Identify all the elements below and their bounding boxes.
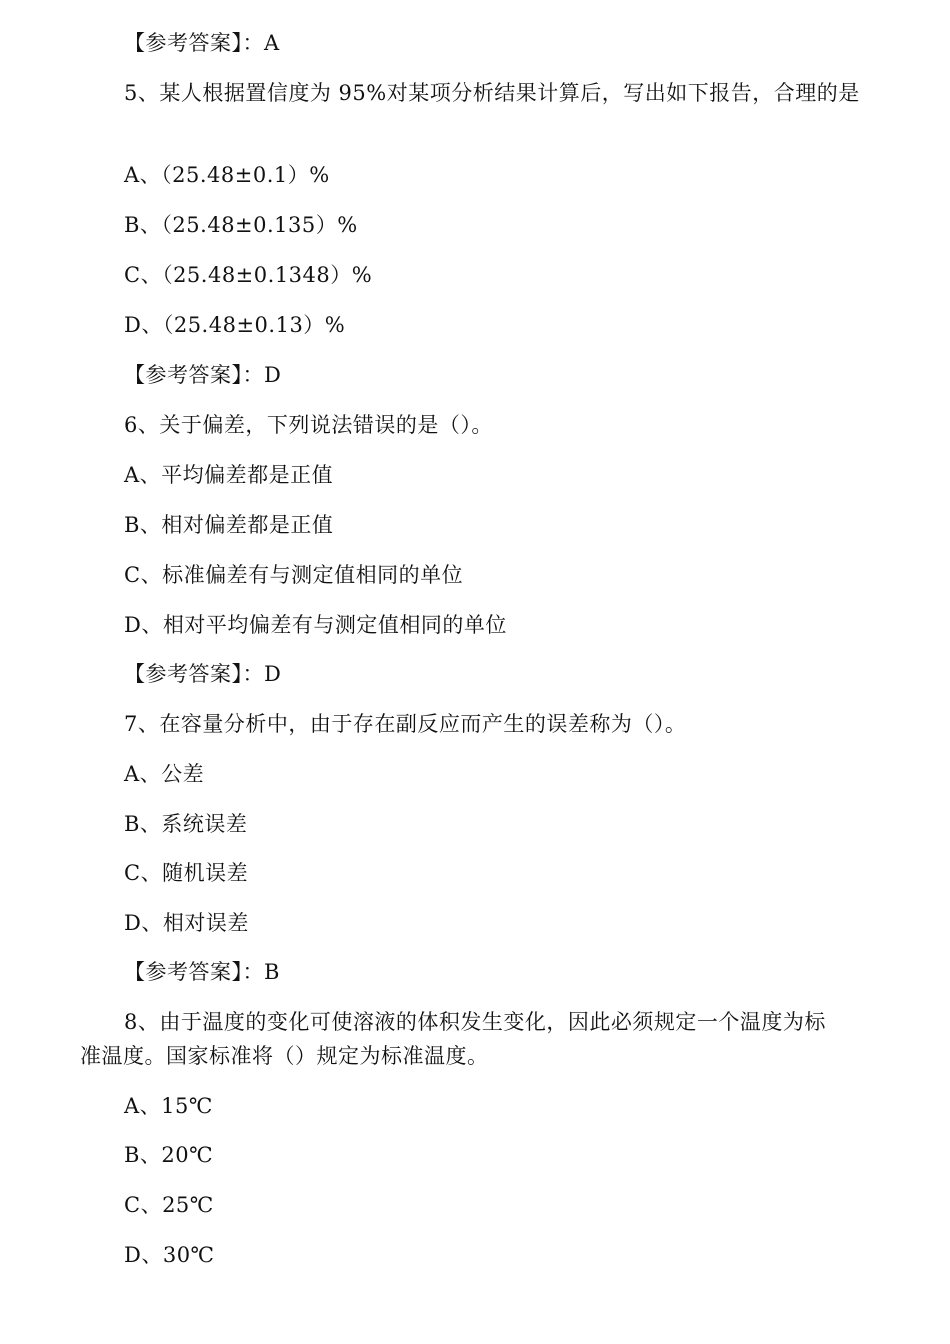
question-7: 7、在容量分析中，由于存在副反应而产生的误差称为（）。 [124, 712, 687, 736]
answer-value: A [264, 31, 280, 55]
option-line: D、相对误差 [124, 911, 249, 935]
question-5: 5、某人根据置信度为 95%对某项分析结果计算后，写出如下报告，合理的是 [124, 81, 860, 105]
question-8: 8、由于温度的变化可使溶液的体积发生变化，因此必须规定一个温度为标 [124, 1010, 826, 1034]
option-line: B、20℃ [124, 1143, 214, 1167]
option-line: B、相对偏差都是正值 [124, 513, 334, 537]
option-line: A、公差 [124, 762, 205, 786]
question-8-continuation: 准温度。国家标准将（）规定为标准温度。 [80, 1044, 489, 1068]
answer-value: D [264, 662, 282, 686]
answer-line [124, 957, 280, 987]
answer-label: 【参考答案】： [124, 662, 264, 686]
option-line: C、标准偏差有与测定值相同的单位 [124, 563, 464, 587]
answer-value: B [264, 960, 280, 984]
answer-value: D [264, 363, 282, 387]
answer-label: 【参考答案】： [124, 960, 264, 984]
question-6: 6、关于偏差，下列说法错误的是（）。 [124, 413, 493, 437]
option-line: A、（25.48±0.1）% [124, 163, 330, 187]
option-line: B、系统误差 [124, 812, 248, 836]
answer-label: 【参考答案】： [124, 363, 264, 387]
answer-line [124, 659, 281, 689]
option-line: D、相对平均偏差有与测定值相同的单位 [124, 613, 507, 637]
option-line: C、（25.48±0.1348）% [124, 263, 373, 287]
answer-label: 【参考答案】： [124, 31, 264, 55]
answer-line [124, 28, 280, 58]
option-line: C、25℃ [124, 1193, 214, 1217]
option-line: A、平均偏差都是正值 [124, 463, 334, 487]
option-line: D、（25.48±0.13）% [124, 313, 346, 337]
option-line: C、随机误差 [124, 861, 249, 885]
answer-line [124, 360, 281, 390]
option-line: B、（25.48±0.135）% [124, 213, 358, 237]
option-line: A、15℃ [124, 1094, 213, 1118]
option-line: D、30℃ [124, 1243, 215, 1267]
